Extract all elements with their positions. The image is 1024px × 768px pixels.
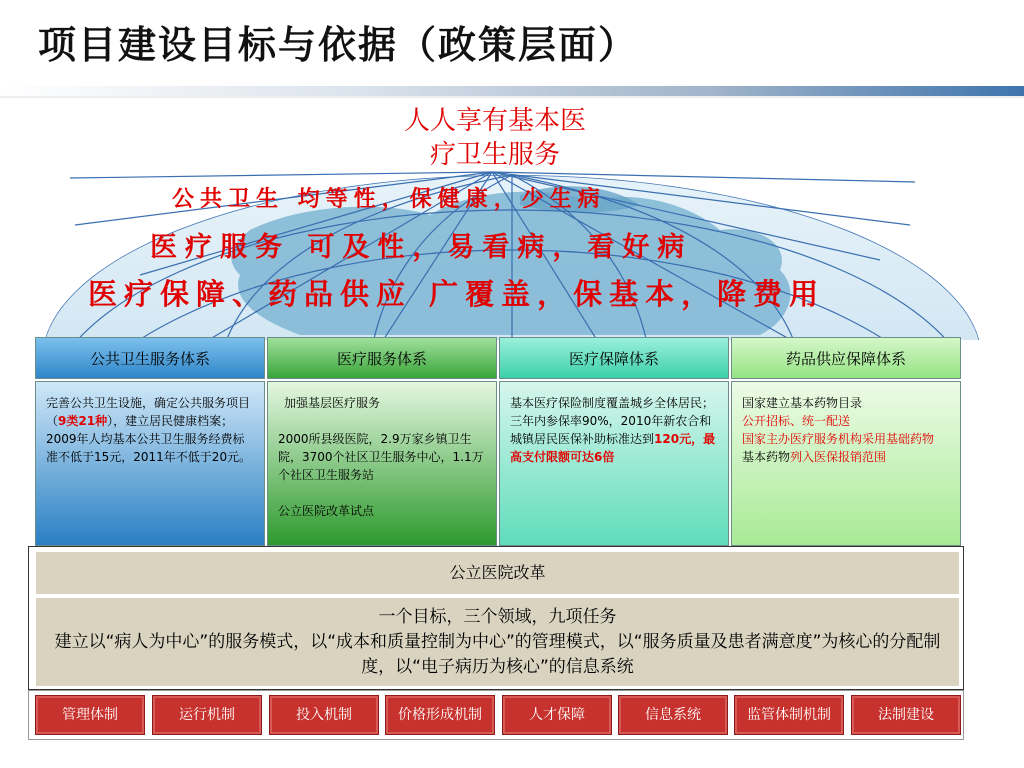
reform-line-1: 一个目标，三个领域，九项任务: [378, 607, 617, 627]
highlight-text: 120元，最高支付限额可达6倍: [510, 432, 716, 464]
mechanism-talent: 人才保障: [502, 695, 612, 735]
text-line: [742, 448, 950, 466]
page-title: 项目建设目标与依据（政策层面）: [38, 23, 639, 67]
slogan-medical-service: 医疗服务 可及性，易看病，看好病: [150, 232, 693, 263]
mechanism-operation: 运行机制: [152, 695, 262, 735]
text: 基本药物: [742, 450, 791, 464]
text: ），建立居民健康档案； 2009年人均基本公共卫生服务经费标准不低于15元，2011年不低于20元。: [46, 414, 252, 464]
goal-line-1: 人人享有基本医: [403, 106, 586, 136]
highlight-line: 公开招标、统一配送: [742, 414, 851, 428]
text-line: 公立医院改革试点: [278, 504, 375, 518]
title-divider: [0, 86, 1024, 96]
column-body-medical-service: [267, 381, 497, 546]
goal-line-2: 疗卫生服务: [429, 140, 560, 170]
text-line: 加强基层医疗服务: [284, 396, 381, 410]
highlight-line: 国家主办医疗服务机构采用基础药物: [742, 432, 935, 446]
mechanism-management: 管理体制: [35, 695, 145, 735]
slogan-public-health: 公共卫生 均等性，保健康，少生病: [172, 186, 606, 212]
column-header-medical-insurance: 医疗保障体系: [499, 337, 729, 379]
text: 完善公共卫生设施，确定公共服务项目（: [46, 396, 251, 428]
text-line: 国家建立基本药物目录: [742, 396, 863, 410]
slogan-insurance-drugs: 医疗保障、药品供应 广覆盖，保基本，降费用: [88, 277, 826, 311]
reform-body: [36, 598, 959, 686]
text-line: 2000所县级医院，2.9万家乡镇卫生院，3700个社区卫生服务中心，1.1万个社区卫生服务站: [278, 432, 484, 482]
mechanism-legal: 法制建设: [851, 695, 961, 735]
column-header-public-health: 公共卫生服务体系: [35, 337, 265, 379]
mechanism-pricing: 价格形成机制: [385, 695, 495, 735]
mechanism-investment: 投入机制: [269, 695, 379, 735]
title-divider-line: [0, 96, 1024, 98]
column-header-medical-service: 医疗服务体系: [267, 337, 497, 379]
highlight-text: 9类21种: [58, 414, 108, 428]
text: 三年内参保率90%，2010年新农合和城镇居民医保补助标准达到: [510, 414, 712, 446]
highlight-text: 列入医保报销范围: [790, 450, 887, 464]
mechanism-supervision: 监管体制机制: [734, 695, 844, 735]
reform-title: 公立医院改革: [36, 552, 959, 594]
column-body-medical-insurance: [499, 381, 729, 546]
reform-line-2: 建立以“病人为中心”的服务模式，以“成本和质量控制为中心”的管理模式，以“服务质量及患者满意度”为核心的分配制度，以“电子病历为核心”的信息系统: [54, 632, 941, 677]
column-header-drug-supply: 药品供应保障体系: [731, 337, 961, 379]
text: 基本医疗保险制度覆盖城乡全体居民；: [510, 396, 715, 410]
column-body-drug-supply: [731, 381, 961, 546]
goal-text: [360, 104, 630, 172]
mechanism-information: 信息系统: [618, 695, 728, 735]
column-body-public-health: [35, 381, 265, 546]
